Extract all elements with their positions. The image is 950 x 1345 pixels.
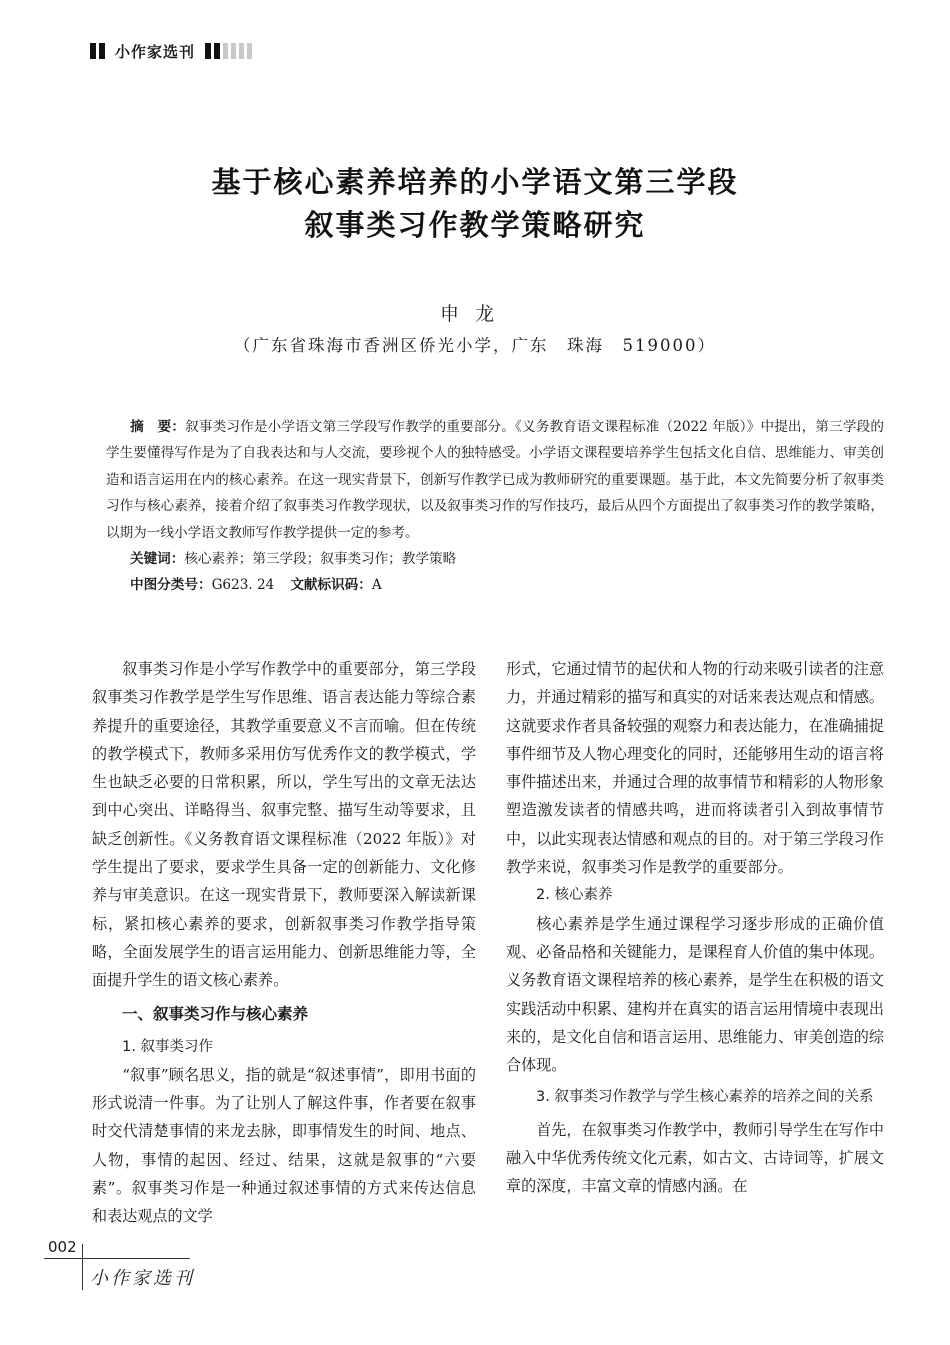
footer-journal-logo: 小作家选刊 — [90, 1268, 195, 1289]
subsection-2-paragraph: 核心素养是学生通过课程学习逐步形成的正确价值观、必备品格和关键能力，是课程育人价值的集中体现。义务教育语文课程培养的核心素养，是学生在积极的语文实践活动中积累、建构并在真实的语言运用情境中表现出来的，是文化自信和语言运用、思维能力、审美创造的综合体现。 — [506, 914, 884, 1075]
abstract-block — [106, 414, 884, 599]
subsection-2-heading: 2. 核心素养 — [536, 887, 613, 904]
abstract — [106, 414, 884, 546]
author-name: 申龙 — [439, 303, 510, 325]
page-number: 002 — [48, 1238, 77, 1256]
subsection-1-paragraph-continued: 形式，它通过情节的起伏和人物的行动来吸引读者的注意力，并通过精彩的描写和真实的对话来表达观点和情感。这就要求作者具备较强的观察力和表达能力，在准确捕捉事件细节及人物心理变化的同时，还能够用生动的语言将事件描述出来，并通过合理的故事情节和精彩的人物形象塑造激发读者的情感共鸣，进而将读者引入到故事情节中，以此实现表达情感和观点的目的。对于第三学段习作教学来说，叙事类习作是教学的重要部分。 — [506, 660, 884, 877]
right-column — [506, 655, 884, 1201]
clc-value: G623. 24 — [211, 577, 275, 594]
footer-vertical-rule — [82, 1244, 83, 1290]
intro-paragraph: 叙事类习作是小学写作教学中的重要部分，第三学段叙事类习作教学是学生写作思维、语言表达能力等综合素养提升的重要途径，其教学重要意义不言而喻。但在传统的教学模式下，教师多采用仿写优秀作文的教学模式，学生也缺乏必要的日常积累，所以，学生写出的文章无法达到中心突出、详略得当、叙事完整、描写生动等要求，且缺乏创新性。《义务教育语文课程标准（2022 年版）》对学生提出了要求，要求学生具备一定的创新能力、文化修养与审美意识。在这一现实背景下，教师要深入解读新课标，紧扣核心素养的要求，创新叙事类习作教学指导策略，全面发展学生的语言运用能力、创新思维能力等，全面提升学生的语文核心素养。 — [92, 660, 476, 990]
header-right-bars — [205, 43, 252, 59]
keywords-label: 关键词： — [130, 551, 185, 568]
abstract-label: 摘 要： — [130, 419, 186, 435]
subsection-3-heading: 3. 叙事类习作教学与学生核心素养的培养之间的关系 — [536, 1089, 874, 1106]
left-column — [92, 655, 476, 1231]
article-title-line-1: 基于核心素养培养的小学语文第三学段 — [211, 165, 739, 199]
abstract-text: 叙事类习作是小学语文第三学段写作教学的重要部分。《义务教育语文课程标准（2022 年版）》中提出，第三学段的学生要懂得写作是为了自我表达和与人交流，要珍视个人的独特感受。小学语文课程要培养学生包括文化自信、思维能力、审美创造和语言运用在内的核心素养。在这一现实背景下，创新写作教学已成为教师研究的重要课题。基于此，本文先简要分析了叙事类习作与核心素养，接着介绍了叙事类习作教学现状，以及叙事类习作的写作技巧，最后从四个方面提出了叙事类习作的教学策略，以期为一线小学语文教师写作教学提供一定的参考。 — [106, 419, 885, 541]
subsection-1-heading: 1. 叙事类习作 — [122, 1038, 213, 1055]
header-left-bars — [90, 43, 105, 59]
keywords — [106, 546, 884, 572]
section-1-heading: 一、叙事类习作与核心素养 — [122, 1004, 309, 1023]
doc-code-value: A — [371, 577, 382, 594]
keywords-text: 核心素养；第三学段；叙事类习作；教学策略 — [184, 551, 457, 568]
clc-label: 中图分类号： — [130, 577, 212, 594]
article-title-line-2: 叙事类习作教学策略研究 — [304, 208, 646, 242]
journal-name: 小作家选刊 — [115, 42, 196, 61]
subsection-3-paragraph: 首先，在叙事类习作教学中，教师引导学生在写作中融入中华优秀传统文化元素，如古文、古诗词等，扩展文章的深度，丰富文章的情感内涵。在 — [506, 1120, 884, 1196]
classification — [106, 572, 884, 598]
running-header — [90, 40, 252, 62]
footer-rule — [44, 1258, 190, 1259]
author-affiliation: （广东省珠海市香洲区侨光小学，广东 珠海 519000） — [234, 336, 716, 355]
subsection-1-paragraph: “叙事”顾名思义，指的就是“叙述事情”，即用书面的形式说清一件事。为了让别人了解这件事，作者要在叙事时交代清楚事情的来龙去脉，即事情发生的时间、地点、人物，事情的起因、经过、结果，这就是叙事的“六要素”。叙事类习作是一种通过叙述事情的方式来传达信息和表达观点的文学 — [92, 1065, 476, 1226]
doc-code-label: 文献标识码： — [290, 577, 372, 594]
